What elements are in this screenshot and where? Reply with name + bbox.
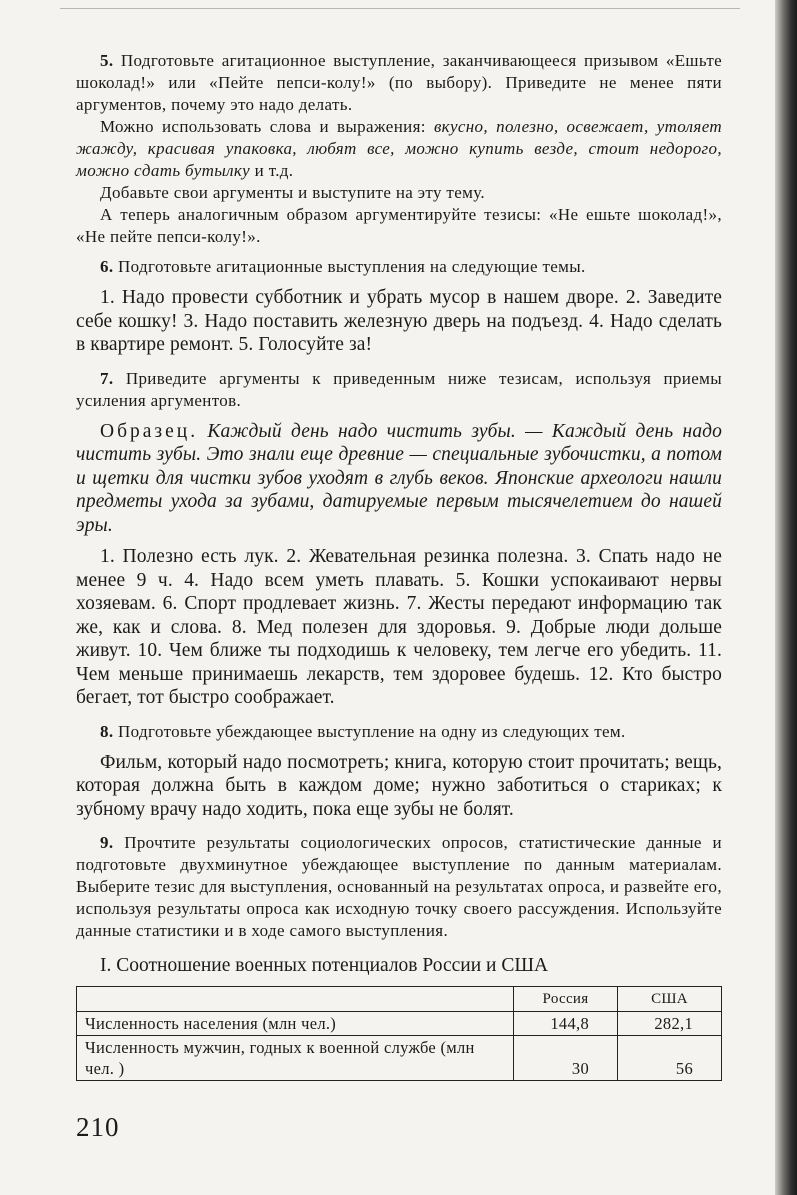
table-cell-usa: 56: [618, 1036, 722, 1081]
task-7-sample: [76, 420, 722, 538]
table-row: [77, 1012, 722, 1036]
book-binding-shadow: [775, 0, 797, 1195]
task-7-intro: [76, 368, 722, 412]
task-5-intro: [76, 50, 722, 116]
task-7-theses: 1. Полезно есть лук. 2. Жевательная резинка полезна. 3. Спать надо не менее 9 ч. 4. Надо всем уметь плавать. 5. Кошки успокаивают нервы хозяевам. 6. Спорт продлевает жизнь. 7. Жесты передают информацию так же, как и слова. 8. Мед полезен для здоровья. 9. Добрые люди дольше живут. 10. Чем ближе ты подходишь к человеку, тем легче его убедить. 11. Чем меньше принимаешь лекарств, тем здоровее будешь. 12. Кто быстро бегает, тот быстро соображает.: [76, 546, 722, 708]
task-6-number: 6.: [100, 257, 114, 276]
task-5-words-list: вкусно, полезно, освежает, утоляет жажду, красивая упаковка, любят все, можно купить везде, стоит недорого, можно сдать бутылку: [76, 117, 722, 180]
table-row: [77, 1036, 722, 1081]
table-cell-label: Численность мужчин, годных к военной службе (млн чел. ): [77, 1036, 514, 1081]
page-content: [76, 50, 722, 1081]
top-rule: [60, 8, 740, 9]
task-6-topics: 1. Надо провести субботник и убрать мусор в нашем дворе. 2. Заведите себе кошку! 3. Надо поставить железную дверь на подъезд. 4. Надо сделать в квартире ремонт. 5. Голосуйте за!: [76, 287, 722, 355]
table-title: I. Соотношение военных потенциалов России и США: [100, 955, 549, 976]
task-8-number: 8.: [100, 721, 114, 741]
task-9-intro: [76, 832, 722, 942]
task-8-text: Подготовьте убеждающее выступление на одну из следующих тем.: [113, 721, 626, 741]
task-5-add: Добавьте свои аргументы и выступите на эту тему.: [100, 183, 485, 202]
task-6-text: Подготовьте агитационные выступления на следующие темы.: [113, 257, 586, 276]
task-9-text: Прочтите результаты социологических опросов, статистические данные и подготовьте двухминутное убеждающее выступление по данным материалам. Выберите тезис для выступления, основанный на результатах опроса, и развейте его, используя результаты опроса как исходную точку своего рассуждения. Используйте данные статистики и в ходе самого выступления.: [76, 833, 722, 940]
task-5-words-tail: и т.д.: [250, 161, 294, 180]
military-potential-table: [76, 986, 722, 1081]
task-7-number: 7.: [100, 368, 114, 388]
task-7-text: Приведите аргументы к приведенным ниже тезисам, используя приемы усиления аргументов.: [76, 368, 722, 410]
task-6-intro: [76, 256, 722, 278]
table-header-row: [77, 987, 722, 1012]
task-5-words-lead: Можно использовать слова и выражения:: [100, 117, 434, 136]
task-5-number: 5.: [100, 51, 114, 70]
page-number: 210: [76, 1112, 120, 1142]
task-7-sample-label: Образец.: [100, 420, 199, 442]
table-cell-russia: 144,8: [514, 1012, 618, 1036]
task-5-words: [76, 116, 722, 182]
task-8-topics: Фильм, который надо посмотреть; книга, которую стоит прочитать; вещь, которая должна быть в каждом доме; нужно заботиться о стариках; к зубному врачу надо ходить, пока еще зубы не болят.: [76, 751, 722, 820]
table-cell-usa: 282,1: [618, 1012, 722, 1036]
task-5-text: Подготовьте агитационное выступление, заканчивающееся призывом «Ешьте шоколад!» или «Пейте пепси-колу!» (по выбору). Приведите не менее пяти аргументов, почему это надо делать.: [76, 51, 722, 114]
table-cell-label: Численность населения (млн чел.): [77, 1012, 514, 1036]
task-9-number: 9.: [100, 833, 114, 852]
table-header-usa: США: [618, 987, 722, 1012]
task-8-intro: [76, 721, 722, 743]
task-5-analog: А теперь аналогичным образом аргументируйте тезисы: «Не ешьте шоколад!», «Не пейте пепси-колу!».: [76, 205, 722, 246]
table-header-russia: Россия: [514, 987, 618, 1012]
task-7-sample-text: Каждый день надо чистить зубы. — Каждый день надо чистить зубы. Это знали еще древние — специальные зубочистки, а потом и щетки для чистки зубов уходят в глубь веков. Японские археологи нашли предметы ухода за зубами, датируемые первым тысячелетием до нашей эры.: [76, 420, 722, 536]
table-cell-russia: 30: [514, 1036, 618, 1081]
table-header-empty: [77, 987, 514, 1012]
